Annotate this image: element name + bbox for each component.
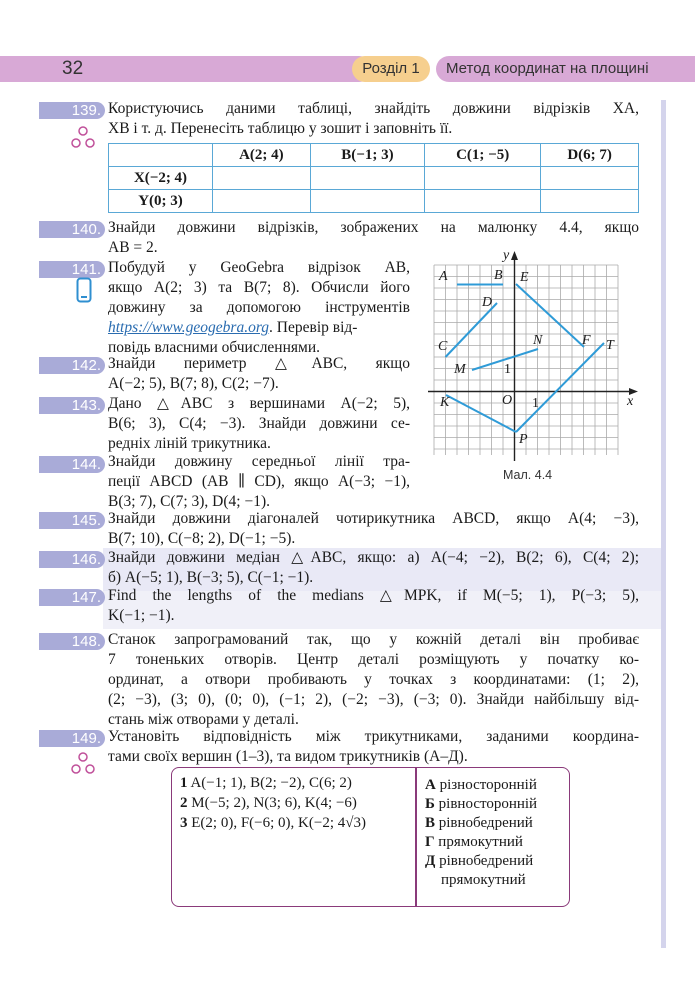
y-axis-arrow	[511, 251, 518, 260]
problem-143-line3: редніх ліній трикутника.	[108, 435, 271, 452]
table-header-cell: A(2; 4)	[213, 144, 311, 167]
point-label-f: F	[582, 333, 591, 348]
distance-table	[108, 143, 639, 213]
problem-145-line1: Знайди довжини діагоналей чотирикутника ABCD, якщо A(4; −3),	[108, 510, 639, 527]
table-cell	[541, 167, 639, 190]
problem-number-144: 144.	[39, 456, 105, 473]
problem-141-line5: повідь власними обчисленнями.	[108, 339, 321, 356]
table-header-cell: B(−1; 3)	[310, 144, 424, 167]
problem-143-line1: Дано △ABC з вершинами A(−2; 5),	[108, 395, 410, 412]
problem-141-line4	[108, 318, 410, 339]
type-name: рівносторонній	[438, 796, 538, 812]
problem-139-line1: Користуючись даними таблиці, знайдіть довжини відрізків XA,	[108, 100, 639, 117]
problem-148-line2: 7 тоненьких отворів. Центр деталі розміщують у початку ко-	[108, 651, 639, 668]
triangle-type-d-cont	[441, 871, 526, 891]
table-header-cell: C(1; −5)	[425, 144, 541, 167]
problem-144-line2: пеції ABCD (AB ∥ CD), якщо A(−3; −1),	[108, 473, 410, 490]
type-letter: Д	[425, 853, 436, 869]
type-letter: Г	[425, 834, 435, 850]
x-tick-label: 1	[532, 396, 539, 411]
table-cell	[310, 167, 424, 190]
origin-label: O	[502, 393, 513, 408]
triangle-type-a	[425, 776, 537, 796]
problem-139-line2: XB і т. д. Перенесіть таблицю у зошит і заповніть її.	[108, 120, 453, 137]
problem-149-line1: Установіть відповідність між трикутниками, заданими координа-	[108, 728, 639, 745]
problem-146-line2: б) A(−5; 1), B(−3; 5), C(−1; −1).	[108, 569, 314, 586]
triangle-type-d	[425, 852, 533, 872]
triangle-item-2	[180, 794, 357, 814]
table-cell	[310, 190, 424, 213]
problem-148-line5: стань між отворами у деталі.	[108, 711, 299, 728]
triangle-item-1	[180, 774, 352, 794]
item-coordinates: M(−5; 2), N(3; 6), K(4; −6)	[191, 795, 357, 811]
table-cell	[541, 190, 639, 213]
problem-146-line1: Знайди довжини медіан △ABC, якщо: а) A(−4; −2), B(2; 6), C(4; 2);	[108, 549, 639, 566]
matching-divider	[415, 767, 417, 907]
type-name: рівнобедрений	[439, 853, 534, 869]
problem-147-line1: Find the lengths of the medians △MPK, if M(−5; 1), P(−3; 5),	[108, 587, 639, 604]
point-label-n: N	[533, 333, 543, 348]
triangle-type-v	[425, 814, 533, 834]
triangle-item-3	[180, 814, 366, 834]
table-cell	[425, 167, 541, 190]
problem-number-141: 141.	[39, 261, 105, 278]
group-work-icon	[70, 751, 96, 777]
point-label-k: K	[440, 395, 450, 410]
problem-144-line3: B(3; 7), C(7; 3), D(4; −1).	[108, 493, 271, 510]
type-name: рівнобедрений	[438, 815, 533, 831]
figure-caption: Мал. 4.4	[503, 468, 553, 482]
problem-149-line2: тами своїх вершин (1–3), та видом трикутників (А–Д).	[108, 748, 468, 765]
triangle-type-g	[425, 833, 523, 853]
point-label-a: A	[439, 269, 448, 284]
item-number: 1	[180, 775, 188, 791]
point-label-m: M	[454, 362, 466, 377]
table-header-cell: D(6; 7)	[541, 144, 639, 167]
problem-140-line1: Знайди довжини відрізків, зображених на малюнку 4.4, якщо	[108, 219, 639, 236]
point-label-c: C	[438, 339, 448, 354]
section-label: Розділ 1	[352, 56, 430, 82]
segments	[446, 284, 605, 432]
point-label-t: T	[606, 338, 614, 353]
problem-148-line4: (2; −3), (3; 0), (0; 0), (−1; 2), (−2; −3), (−3; 0). Знайди найбільшу від-	[108, 691, 639, 708]
margin-line	[661, 100, 666, 948]
point-label-b: B	[494, 268, 503, 283]
problem-number-140: 140.	[39, 221, 105, 238]
y-tick-label: 1	[504, 362, 511, 377]
problem-141-line3: довжину за допомогою інструментів	[108, 299, 410, 316]
problem-141-line2: якщо A(2; 3) та B(7; 8). Обчисли його	[108, 279, 410, 296]
geogebra-link[interactable]: https://www.geogebra.org	[108, 319, 270, 336]
problem-140-line2: AB = 2.	[108, 239, 158, 256]
type-name: прямокутний	[441, 872, 526, 888]
problem-number-146: 146.	[39, 551, 105, 568]
problem-147-line2: K(−1; −1).	[108, 607, 175, 624]
type-letter: В	[425, 815, 436, 831]
type-name: різносторонній	[439, 777, 537, 793]
problem-141-line4-rest: . Перевір від-	[269, 319, 358, 336]
table-corner-cell	[109, 144, 213, 167]
problem-number-147: 147.	[39, 589, 105, 606]
table-row-header: X(−2; 4)	[109, 167, 213, 190]
problem-144-line1: Знайди довжину середньої лінії тра-	[108, 453, 410, 470]
point-label-e: E	[520, 270, 529, 285]
y-axis-label: y	[503, 248, 510, 263]
item-number: 2	[180, 795, 188, 811]
smartphone-icon	[76, 277, 92, 303]
chapter-title: Метод координат на площині	[436, 56, 695, 82]
problem-148-line1: Станок запрограмований так, що у кожній деталі він пробиває	[108, 631, 639, 648]
problem-number-149: 149.	[39, 730, 105, 747]
page-number: 32	[62, 58, 84, 79]
point-label-d: D	[482, 295, 493, 310]
table-cell	[213, 190, 311, 213]
x-axis-label: x	[627, 394, 634, 409]
problem-number-139: 139.	[39, 102, 105, 119]
problem-142-line1: Знайди периметр △ABC, якщо	[108, 355, 410, 372]
group-work-icon	[70, 125, 96, 151]
problem-145-line2: B(7; 10), C(−8; 2), D(−1; −5).	[108, 530, 296, 547]
item-coordinates: E(2; 0), F(−6; 0), K(−2; 4√3)	[191, 815, 366, 831]
table-row-header: Y(0; 3)	[109, 190, 213, 213]
segment-PT	[516, 343, 604, 432]
type-letter: А	[425, 777, 436, 793]
point-label-p: P	[519, 432, 528, 447]
figure-4-4	[422, 247, 652, 467]
problem-142-line2: A(−2; 5), B(7; 8), C(2; −7).	[108, 375, 279, 392]
triangle-type-b	[425, 795, 537, 815]
item-number: 3	[180, 815, 188, 831]
problem-141-line1: Побудуй у GeoGebra відрізок AB,	[108, 259, 410, 276]
type-name: прямокутний	[438, 834, 523, 850]
problem-number-143: 143.	[39, 397, 105, 414]
problem-148-line3: ординат, а отвори пробивають у точках з координатами: (1; 2),	[108, 671, 639, 688]
table-cell	[213, 167, 311, 190]
table-cell	[425, 190, 541, 213]
type-letter: Б	[425, 796, 435, 812]
problem-number-148: 148.	[39, 633, 105, 650]
problem-number-145: 145.	[39, 512, 105, 529]
header-bar	[0, 56, 372, 82]
problem-number-142: 142.	[39, 357, 105, 374]
item-coordinates: A(−1; 1), B(2; −2), C(6; 2)	[190, 775, 352, 791]
problem-143-line2: B(6; 3), C(4; −3). Знайди довжини се-	[108, 415, 410, 432]
